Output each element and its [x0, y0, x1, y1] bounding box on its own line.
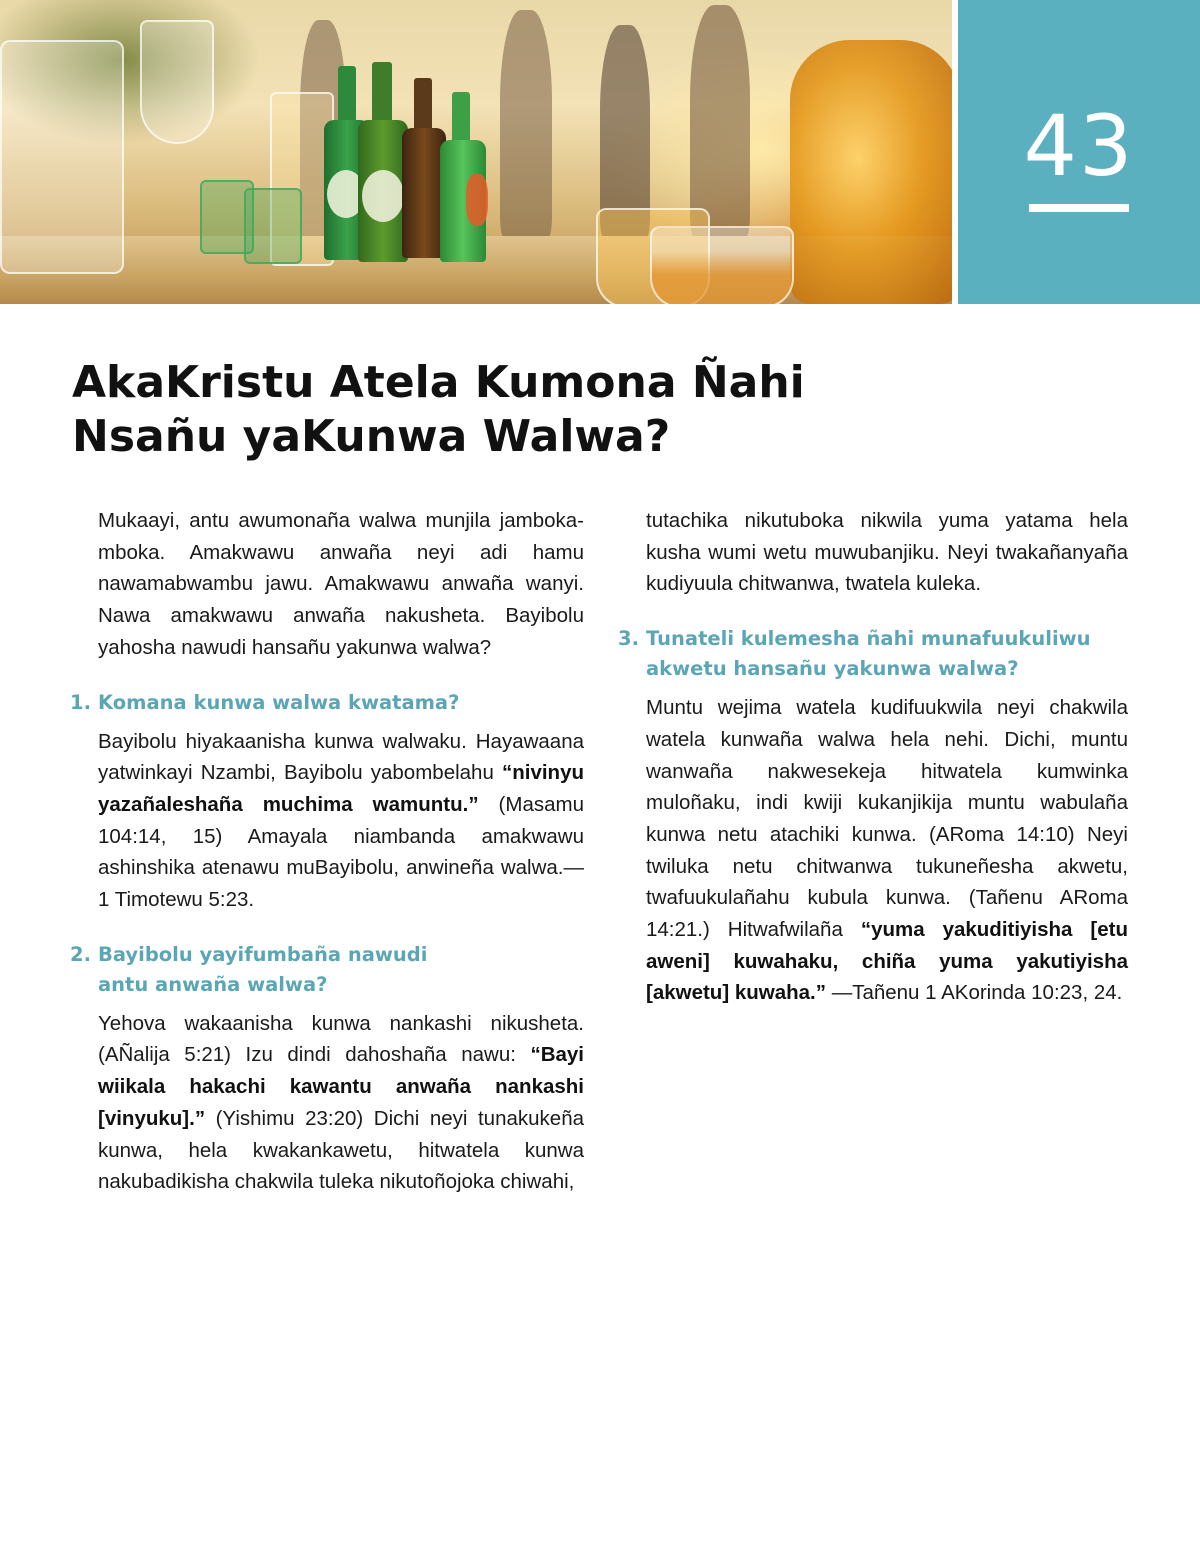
section-2-heading-line-1: Bayibolu yayifumbaña nawudi: [98, 942, 428, 966]
section-2-text-a: Yehova wakaanisha kunwa nankashi nikusheta. (AÑalija 5:21) Izu dindi dahoshaña nawu:: [98, 1011, 584, 1067]
section-2-body: [98, 1008, 584, 1198]
section-2-continued: tutachika nikutuboka nikwila yuma yatama hela kusha wumi wetu muwubanjiku. Neyi twakañanyaña kudiyuula chitwanwa, twatela kuleka.: [646, 509, 1128, 596]
section-2-quote: “Bayi wiikala hakachi kawantu anwaña nankashi [vinyuku].”: [98, 1043, 584, 1130]
section-2-heading: [70, 940, 584, 1000]
lesson-number-underline: [1029, 204, 1129, 212]
section-3-text-b: —Tañenu 1 AKorinda 10:23, 24.: [826, 981, 1123, 1005]
section-1-body: [98, 726, 584, 916]
intro-paragraph: Mukaayi, antu awumonaña walwa munjila jamboka-mboka. Amakwawu anwaña neyi adi hamu nawamabwambu jawu. Amakwawu anwaña wanyi. Nawa amakwawu anwaña nakusheta. Bayibolu yahosha nawudi hansañu yakunwa walwa?: [98, 509, 584, 659]
section-3-text-a: Muntu wejima watela kudifuukwila neyi chakwila watela kunwaña walwa hela nehi. Dichi, muntu wanwaña nakwesekeja hitwatela kumwinka muloñaku, indi kwiji kukanjikija muntu wabulaña kunwa netu atachiki kunwa. (ARoma 14:10) Neyi twiluka netu chitwanwa tukuneñesha akwetu, twafuukulañahu kubula kunwa. (Tañenu ARoma 14:21.) Hitwafwilaña: [646, 696, 1128, 942]
section-3-heading-line-1: Tunateli kulemesha ñahi munafuukuliwu: [646, 627, 1091, 651]
section-3-quote: “yuma yakuditiyisha [etu aweni] kuwahaku, chiña yuma yakutiyisha [akwetu] kuwaha.”: [646, 918, 1128, 1005]
lesson-number-tab: [958, 0, 1200, 304]
section-3-heading: [618, 624, 1128, 684]
section-1-heading-line: Komana kunwa walwa kwatama?: [98, 690, 460, 714]
section-1-quote: “nivinyu yazañaleshaña muchima wamuntu.”: [98, 761, 584, 816]
section-3-heading-line-2: akwetu hansañu yakunwa walwa?: [646, 657, 1019, 681]
page-title: [72, 356, 892, 464]
section-1-text-a: Bayibolu hiyakaanisha kunwa walwaku. Hayawaana yatwinkayi Nzambi, Bayibolu yabombelahu: [98, 729, 584, 785]
lesson-number: 43: [1023, 97, 1135, 195]
section-2-heading-line-2: antu anwaña walwa?: [98, 972, 328, 996]
right-column: [618, 505, 1128, 1009]
section-1-text-b: (Masamu 104:14, 15) Amayala niambanda amakwawu ashinshika atenawu muBayibolu, anwineña walwa.—1 Timotewu 5:23.: [98, 792, 584, 912]
section-2-text-b: (Yishimu 23:20) Dichi neyi tunakukeña kunwa, hela kwakankawetu, hitwatela kunwa nakubadikisha chakwila tuleka nikutoñojoka chiwahi,: [98, 1106, 584, 1194]
section-2-number: 2.: [70, 942, 91, 966]
section-3-number: 3.: [618, 627, 639, 651]
section-3-body: [646, 692, 1128, 1009]
left-column: [70, 505, 584, 1198]
section-1-heading: [70, 688, 584, 718]
section-1-number: 1.: [70, 690, 91, 714]
header-photo: [0, 0, 952, 304]
page-title-line-2: Nsañu yaKunwa Walwa?: [72, 411, 671, 462]
page-title-line-1: AkaKristu Atela Kumona Ñahi: [72, 357, 805, 408]
